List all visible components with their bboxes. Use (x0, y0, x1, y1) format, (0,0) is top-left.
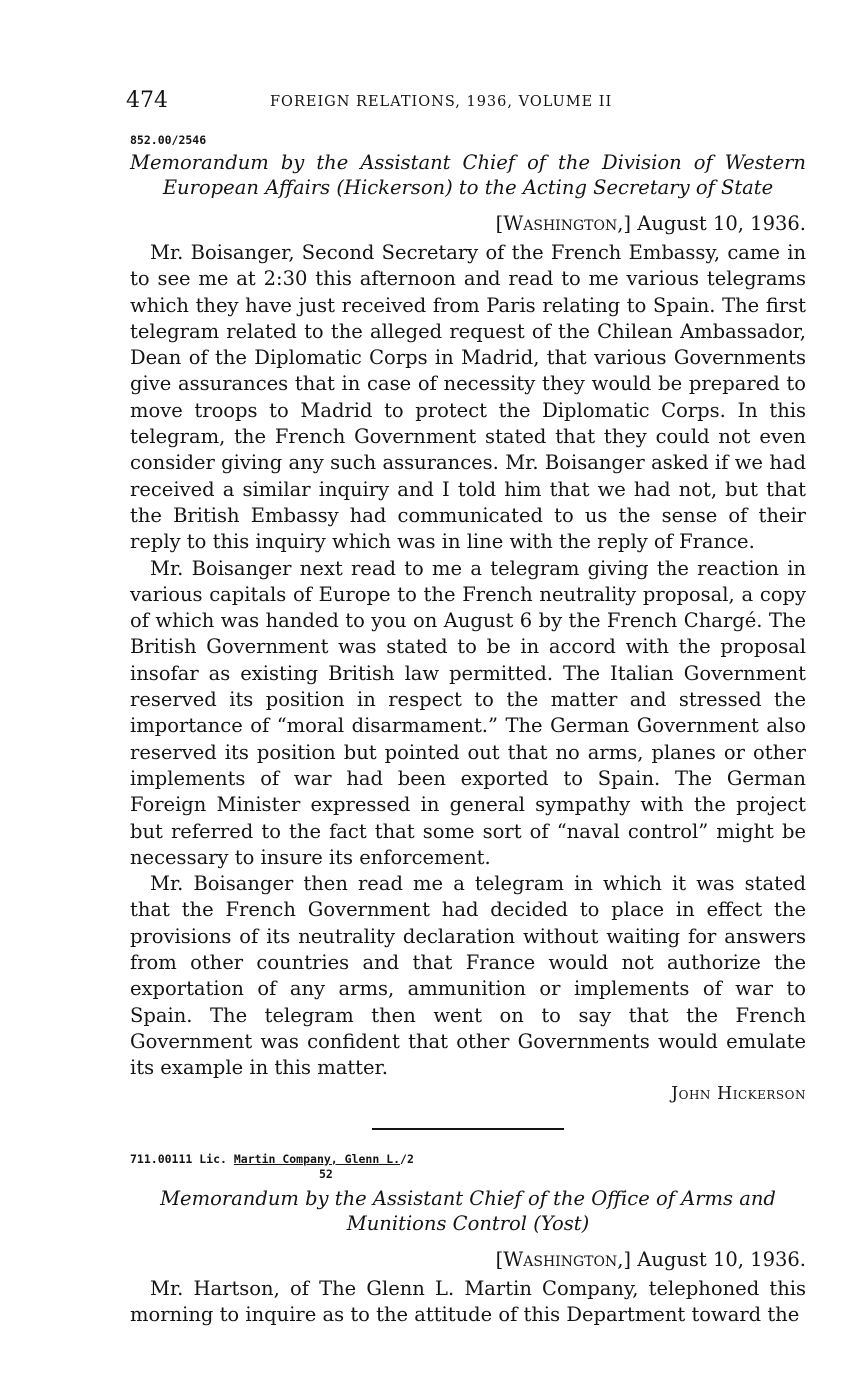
memo-title-line-2: Munitions Control (Yost) (346, 1211, 590, 1235)
file-number (130, 1152, 806, 1166)
running-head: FOREIGN RELATIONS, 1936, VOLUME II (270, 94, 613, 110)
body-paragraph: Mr. Boisanger, Second Secretary of the French Embassy, came in to see me at 2:30 this afternoon and read to me various telegrams which they have just received from Paris relating to Spain. The first telegram related to the alleged request of the Chilean Ambassador, Dean of the Diplomatic Corps in Madrid, that various Governments give assurances that in case of necessity they would be prepared to move troops to Madrid to protect the Diplomatic Corps. In this telegram, the French Government stated that they could not even consider giving any such assurances. Mr. Boisanger asked if we had received a similar inquiry and I told him that we had not, but that the British Embassy had communicated to us the sense of their reply to this inquiry which was in line with the reply of France. (130, 241, 806, 554)
file-number-subscript: 52 (319, 1166, 333, 1181)
dateline (130, 211, 806, 237)
body-paragraph: Mr. Hartson, of The Glenn L. Martin Company, telephoned this morning to inquire as to the attitude of this Department toward the (130, 1276, 806, 1326)
file-number-underlined: Martin Company, Glenn L. (233, 1151, 401, 1166)
document-page (126, 88, 806, 1328)
file-number-block (130, 1152, 806, 1192)
signature: John Hickerson (671, 1083, 806, 1104)
memo-title (130, 1186, 806, 1236)
file-number-prefix: 711.00111 Lic. (130, 1151, 227, 1166)
page-header (126, 88, 806, 120)
dateline-place: [Washington,] (495, 1247, 632, 1271)
dateline-place: [Washington,] (495, 212, 632, 235)
dateline (130, 1247, 806, 1273)
section-divider (372, 1128, 564, 1130)
memo-title-line-1: Memorandum by the Assistant Chief of the Office of Arms and (160, 1186, 776, 1210)
body-paragraph: Mr. Boisanger then read me a telegram in which it was stated that the French Government had decided to place in effect the provisions of its neutrality declaration without waiting for answers from other countries and that France would not authorize the exportation of any arms, ammunition or implements of war to Spain. The telegram then went on to say that the French Government was confident that other Governments would emulate its example in this matter. (130, 872, 806, 1080)
body-paragraph: Mr. Boisanger next read to me a telegram giving the reaction in various capitals of Europe to the French neutrality proposal, a copy of which was handed to you on August 6 by the French Chargé. The British Government was stated to be in accord with the proposal insofar as existing British law permitted. The Italian Government reserved its position in respect to the matter and stressed the importance of “moral disarmament.” The German Government also reserved its position but pointed out that no arms, planes or other implements of war had been exported to Spain. The German Foreign Minister expressed in general sympathy with the project but referred to the fact that some sort of “naval control” might be necessary to insure its enforcement. (130, 556, 806, 869)
dateline-date: August 10, 1936. (637, 1247, 806, 1271)
page-number: 474 (126, 88, 168, 113)
memo-title (130, 150, 806, 200)
memo-title-line-1: Memorandum by the Assistant Chief of the Division of Western (130, 151, 806, 174)
memo-title-line-2: European Affairs (Hickerson) to the Acting Secretary of State (162, 176, 774, 199)
dateline-date: August 10, 1936. (637, 212, 806, 235)
file-number: 852.00/2546 (130, 133, 207, 147)
file-number-suffix: /2 (400, 1151, 414, 1166)
